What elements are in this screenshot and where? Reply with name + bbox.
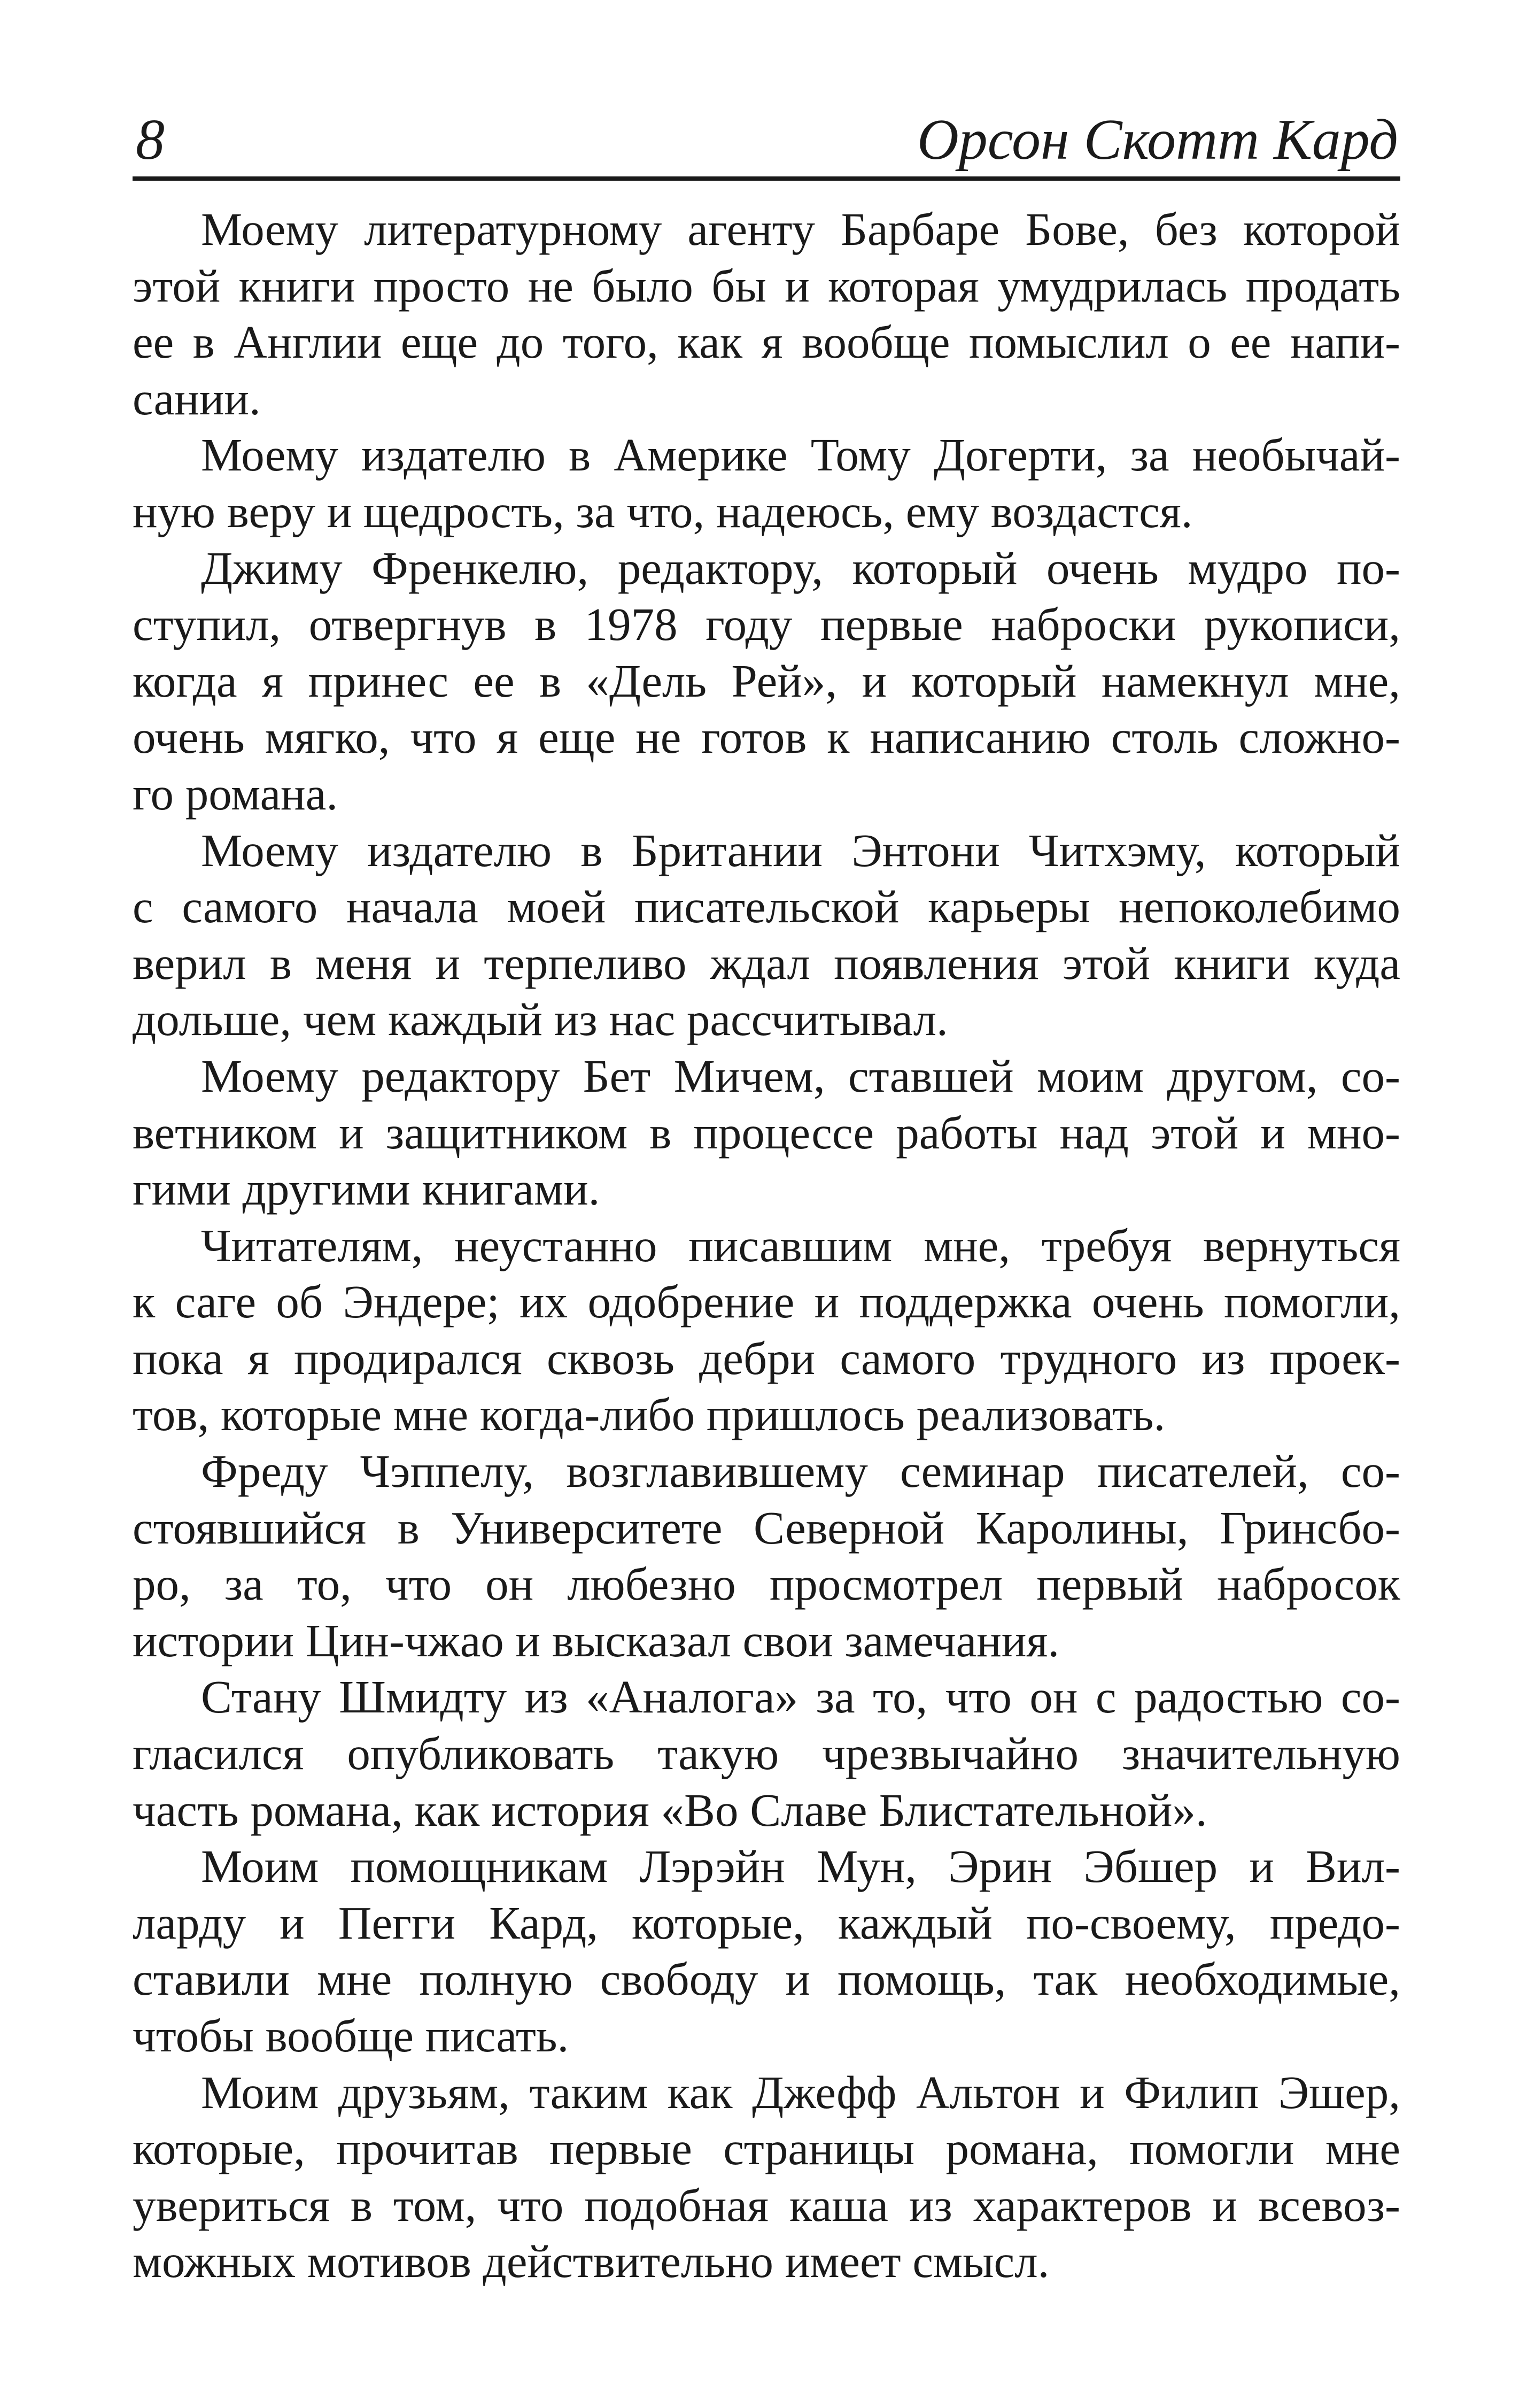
text-line: ро, за то, что он любезно просмотрел первый набросок <box>133 1558 1400 1610</box>
text-line: пока я продирался сквозь дебри самого трудного из проек- <box>133 1332 1400 1384</box>
text-line: увериться в том, что подобная каша из характеров и всевоз- <box>133 2179 1400 2231</box>
text-line: верил в меня и терпеливо ждал появления этой книги куда <box>133 937 1400 989</box>
text-line: го романа. <box>133 767 338 820</box>
page-number: 8 <box>136 108 165 172</box>
paragraph <box>133 2064 1400 2290</box>
paragraph <box>133 427 1400 539</box>
text-line: ее в Англии еще до того, как я вообще помыслил о ее напи- <box>133 316 1400 368</box>
text-line: сании. <box>133 372 261 425</box>
text-line: стоявшийся в Университете Северной Каролины, Гринсбо- <box>133 1501 1400 1554</box>
paragraph <box>133 540 1400 822</box>
paragraph <box>133 822 1400 1048</box>
text-line: Фреду Чэппелу, возглавившему семинар писателей, со- <box>201 1445 1400 1498</box>
running-title: Орсон Скотт Кард <box>917 108 1398 172</box>
text-line: Стану Шмидту из «Аналога» за то, что он с радостью со- <box>201 1671 1400 1723</box>
text-line: Моим помощникам Лэрэйн Мун, Эрин Эбшер и Вил- <box>201 1840 1400 1893</box>
paragraph <box>133 201 1400 427</box>
text-line: гласился опубликовать такую чрезвычайно значительную <box>133 1727 1400 1780</box>
paragraph <box>133 1443 1400 1669</box>
text-line: Моему редактору Бет Мичем, ставшей моим другом, со- <box>201 1049 1400 1102</box>
text-line: Моему литературному агенту Барбаре Бове, без которой <box>201 203 1400 255</box>
running-head <box>133 102 1400 181</box>
text-line: к саге об Эндере; их одобрение и поддержка очень помогли, <box>133 1276 1400 1328</box>
text-line: очень мягко, что я еще не готов к написанию столь сложно- <box>133 711 1400 763</box>
text-line: ступил, отвергнув в 1978 году первые наброски рукописи, <box>133 598 1400 651</box>
text-line: ставили мне полную свободу и помощь, так необходимые, <box>133 1953 1400 2005</box>
paragraph <box>133 1669 1400 1838</box>
paragraph <box>133 1217 1400 1443</box>
text-line: с самого начала моей писательской карьеры непоколебимо <box>133 881 1400 933</box>
body-text <box>133 201 1400 2290</box>
text-line: Читателям, неустанно писавшим мне, требуя вернуться <box>201 1219 1400 1271</box>
paragraph <box>133 1048 1400 1217</box>
text-line: гими другими книгами. <box>133 1163 600 1215</box>
text-line: дольше, чем каждый из нас рассчитывал. <box>133 993 948 1046</box>
text-line: Моему издателю в Америке Тому Догерти, за необычай- <box>201 429 1400 481</box>
text-line: можных мотивов действительно имеет смысл. <box>133 2235 1050 2288</box>
text-line: Моим друзьям, таким как Джефф Альтон и Филип Эшер, <box>201 2066 1400 2118</box>
text-line: Джиму Френкелю, редактору, который очень мудро по- <box>201 542 1400 594</box>
paragraph <box>133 1838 1400 2064</box>
text-line: чтобы вообще писать. <box>133 2010 569 2062</box>
text-line: истории Цин-чжао и высказал свои замечания. <box>133 1614 1060 1666</box>
text-line: ларду и Пегги Кард, которые, каждый по-своему, предо- <box>133 1896 1400 1949</box>
text-line: ветником и защитником в процессе работы над этой и мно- <box>133 1106 1400 1159</box>
text-line: когда я принес ее в «Дель Рей», и который намекнул мне, <box>133 654 1400 707</box>
text-line: тов, которые мне когда-либо пришлось реализовать. <box>133 1388 1166 1441</box>
text-line: которые, прочитав первые страницы романа, помогли мне <box>133 2123 1400 2175</box>
text-line: ную веру и щедрость, за что, надеюсь, ему воздастся. <box>133 485 1193 537</box>
text-line: Моему издателю в Британии Энтони Читхэму, который <box>201 824 1400 876</box>
text-line: этой книги просто не было бы и которая умудрилась продать <box>133 259 1400 312</box>
text-line: часть романа, как история «Во Славе Блистательной». <box>133 1784 1207 1836</box>
